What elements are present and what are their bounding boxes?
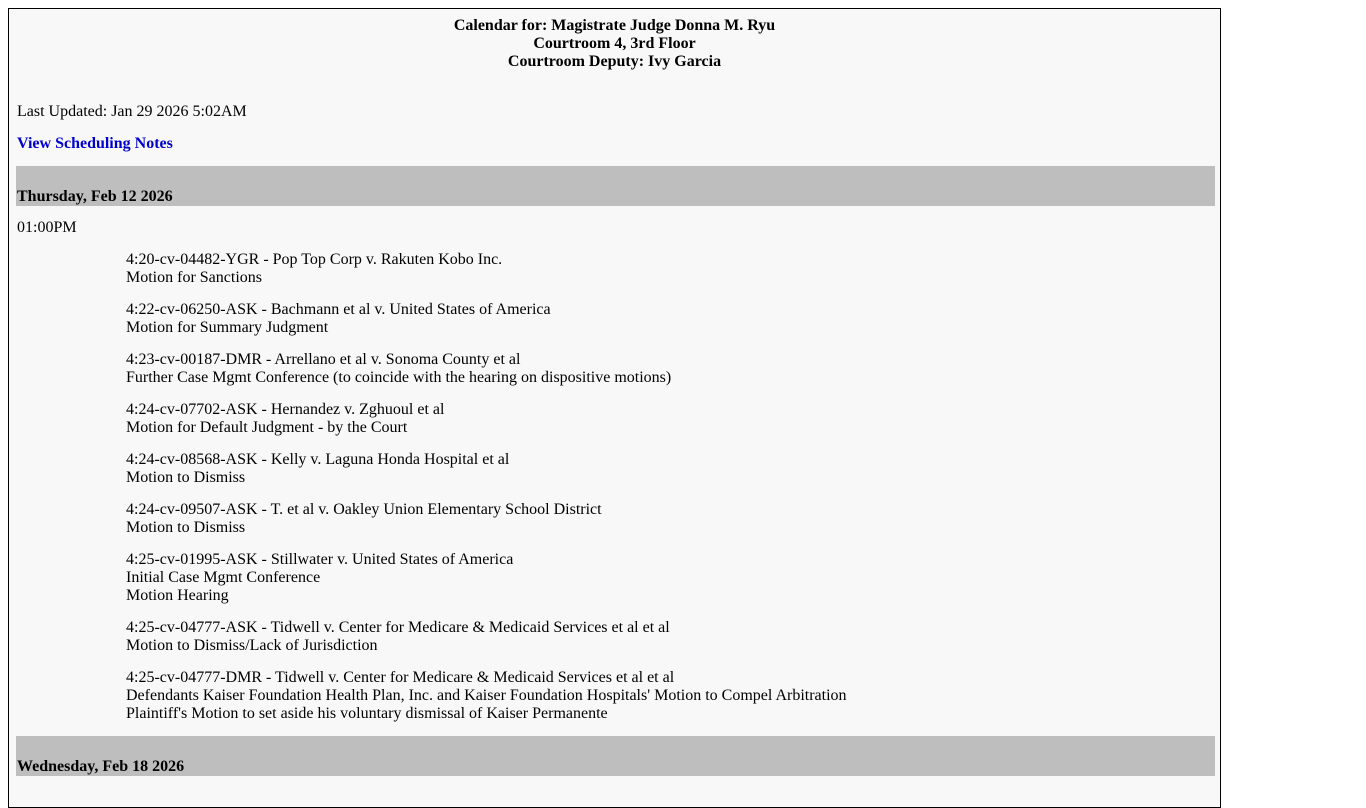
hearing-entry — [126, 351, 847, 387]
hearing-type: Plaintiff's Motion to set aside his voluntary dismissal of Kaiser Permanente — [126, 705, 608, 722]
courtroom-location: Courtroom 4, 3rd Floor — [533, 35, 696, 52]
case-title: 4:24-cv-08568-ASK - Kelly v. Laguna Honda Hospital et al — [126, 451, 510, 468]
hearing-type: Defendants Kaiser Foundation Health Plan, Inc. and Kaiser Foundation Hospitals' Motion to Compel Arbitration — [126, 687, 847, 704]
last-updated: Last Updated: Jan 29 2026 5:02AM — [17, 103, 247, 120]
calendar-header — [9, 17, 1220, 71]
hearing-entry — [126, 451, 847, 487]
time-slot: 01:00PM — [17, 219, 77, 236]
hearing-type: Motion Hearing — [126, 587, 229, 604]
hearing-type: Motion for Default Judgment - by the Court — [126, 419, 408, 436]
hearing-type: Motion for Sanctions — [126, 269, 262, 286]
day-label: Thursday, Feb 12 2026 — [17, 188, 173, 205]
hearing-entry — [126, 251, 847, 287]
calendar-panel — [8, 8, 1221, 808]
courtroom-deputy: Courtroom Deputy: Ivy Garcia — [507, 53, 722, 70]
hearing-entry — [126, 619, 847, 655]
hearing-list — [126, 251, 847, 737]
hearing-type: Motion for Summary Judgment — [126, 319, 329, 336]
hearing-type: Motion to Dismiss — [126, 519, 246, 536]
day-header — [16, 166, 1215, 206]
hearing-entry — [126, 301, 847, 337]
case-title: 4:25-cv-01995-ASK - Stillwater v. United States of America — [126, 551, 514, 568]
day-header — [16, 736, 1215, 776]
hearing-type: Further Case Mgmt Conference (to coincide with the hearing on dispositive motions) — [126, 369, 672, 386]
case-title: 4:24-cv-09507-ASK - T. et al v. Oakley Union Elementary School District — [126, 501, 602, 518]
day-label: Wednesday, Feb 18 2026 — [17, 758, 185, 775]
case-title: 4:22-cv-06250-ASK - Bachmann et al v. United States of America — [126, 301, 551, 318]
calendar-title: Calendar for: Magistrate Judge Donna M. Ryu — [453, 17, 776, 34]
hearing-entry — [126, 551, 847, 605]
case-title: 4:24-cv-07702-ASK - Hernandez v. Zghuoul et al — [126, 401, 445, 418]
hearing-entry — [126, 669, 847, 723]
hearing-type: Initial Case Mgmt Conference — [126, 569, 321, 586]
case-title: 4:23-cv-00187-DMR - Arrellano et al v. Sonoma County et al — [126, 351, 521, 368]
case-title: 4:25-cv-04777-ASK - Tidwell v. Center for Medicare & Medicaid Services et al et al — [126, 619, 670, 636]
case-title: 4:20-cv-04482-YGR - Pop Top Corp v. Rakuten Kobo Inc. — [126, 251, 503, 268]
case-title: 4:25-cv-04777-DMR - Tidwell v. Center for Medicare & Medicaid Services et al et al — [126, 669, 675, 686]
hearing-entry — [126, 501, 847, 537]
hearing-type: Motion to Dismiss/Lack of Jurisdiction — [126, 637, 378, 654]
hearing-entry — [126, 401, 847, 437]
hearing-type: Motion to Dismiss — [126, 469, 246, 486]
view-scheduling-notes-link[interactable]: View Scheduling Notes — [17, 135, 173, 152]
